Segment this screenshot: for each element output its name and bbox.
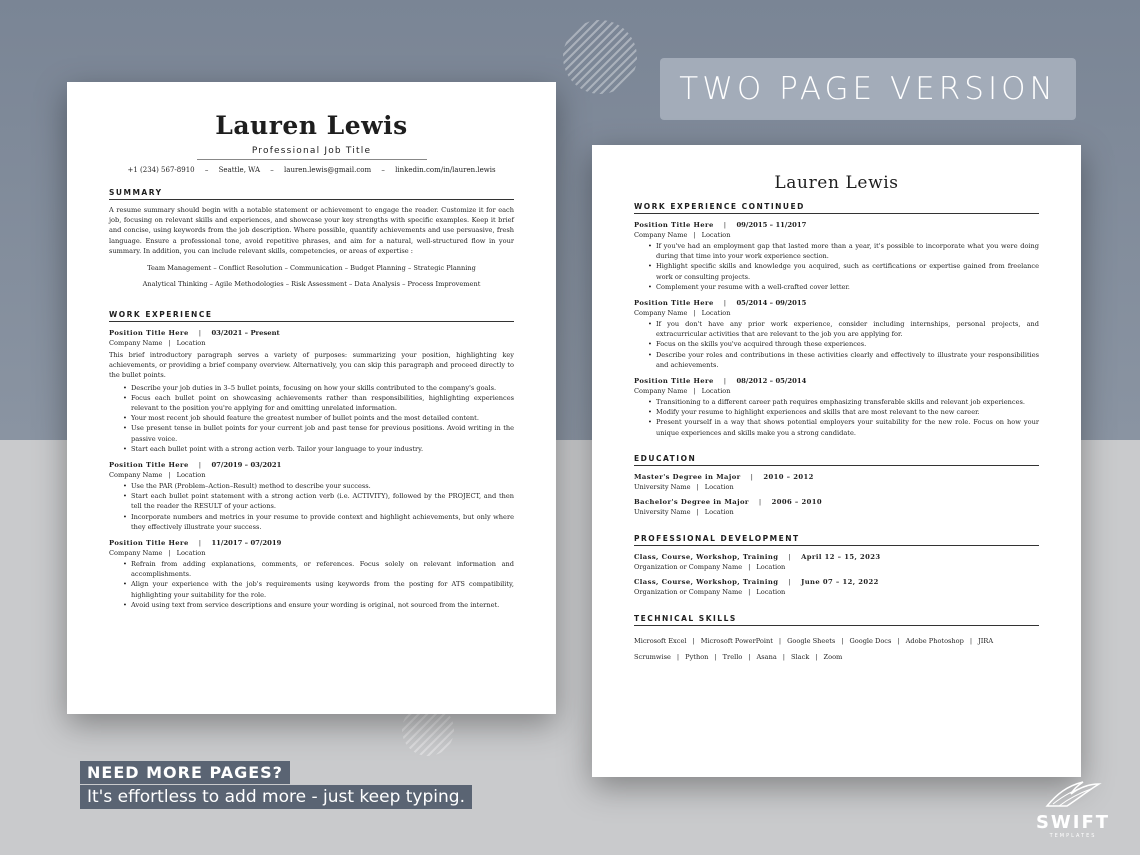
school-location: Location xyxy=(704,507,734,516)
tech-skill: Microsoft PowerPoint xyxy=(700,636,773,645)
company-location: Location xyxy=(176,549,206,558)
job-header xyxy=(109,461,514,469)
degree-line xyxy=(634,498,1039,506)
job-date: 09/2015 – 11/2017 xyxy=(736,221,807,229)
company-sep: | xyxy=(693,309,696,318)
bullet-item: • Your most recent job should feature the greatest number of bullet points and the most detailed content. xyxy=(123,413,514,423)
skills-row: Team Management – Conflict Resolution – Communication – Budget Planning – Strategic Planning xyxy=(147,264,476,273)
org-line xyxy=(634,563,1039,571)
company-line xyxy=(109,339,514,347)
job-position: Position Title Here xyxy=(109,461,189,470)
job-bullets xyxy=(648,397,1039,438)
job-entry xyxy=(634,377,1039,438)
company-line xyxy=(634,387,1039,395)
org-name: Organization or Company Name xyxy=(634,587,743,596)
degree: Master's Degree in Major xyxy=(634,472,741,481)
bullet-item: • Start each bullet point with a strong action verb. Tailor your language to your industry. xyxy=(123,444,514,454)
contact-sep: – xyxy=(204,166,209,174)
job-date: 11/2017 – 07/2019 xyxy=(211,539,282,548)
section-heading-work: WORK EXPERIENCE xyxy=(109,310,514,322)
job-position: Position Title Here xyxy=(634,221,714,229)
resume-page-1 xyxy=(67,82,556,714)
job-bullets xyxy=(123,383,514,454)
company-sep: | xyxy=(168,471,171,480)
job-bullets xyxy=(648,241,1039,292)
bullet-item: • Transitioning to a different career path requires emphasizing transferable skills and relevant job experiences. xyxy=(648,397,1039,407)
degree-date: 2006 – 2010 xyxy=(771,497,822,506)
skills-list xyxy=(109,260,514,292)
tech-skill: Asana xyxy=(756,652,777,661)
bullet-item: • Refrain from adding explanations, comments, or references. Focus solely on relevant information and accomplishments. xyxy=(123,559,514,579)
banner-two-page-version: TWO PAGE VERSION xyxy=(660,58,1076,120)
bullet-item: • Align your experience with the job's requirements using keywords from the posting for ATS compatibility, highlighting your suitability for the role. xyxy=(123,579,514,599)
pd-entry xyxy=(634,553,1039,571)
company-line xyxy=(109,549,514,557)
org-sep: | xyxy=(748,562,751,571)
logo-subtitle: TEMPLATES xyxy=(1049,833,1097,839)
job-position: Position Title Here xyxy=(109,539,189,548)
bullet-item: • Focus on the skills you've acquired through these experiences. xyxy=(648,339,1039,349)
promo-callout xyxy=(80,761,472,809)
resume-page-2 xyxy=(592,145,1081,777)
job-entry xyxy=(634,221,1039,292)
technical-skills xyxy=(634,633,1039,665)
job-sep: | xyxy=(198,329,202,338)
company-name: Company Name xyxy=(109,339,163,348)
job-entry xyxy=(109,329,514,454)
bullet-item: • Present yourself in a way that shows potential employers your suitability for the new role. Focus on how your unique experiences and skills make you a strong candidate. xyxy=(648,417,1039,437)
resume-name: Lauren Lewis xyxy=(215,111,408,140)
job-header xyxy=(634,299,1039,307)
job-entry xyxy=(634,299,1039,370)
job-date: 08/2012 – 05/2014 xyxy=(736,377,807,386)
job-date: 05/2014 – 09/2015 xyxy=(736,299,807,308)
section-heading-work-continued: WORK EXPERIENCE CONTINUED xyxy=(634,202,1039,214)
school-location: Location xyxy=(704,482,734,491)
course: Class, Course, Workshop, Training xyxy=(634,577,779,586)
degree-line xyxy=(634,473,1039,481)
job-header xyxy=(109,539,514,547)
bullet-item: • Incorporate numbers and metrics in your resume to provide context and highlight achievements, but only where they effectively illustrate your success. xyxy=(123,512,514,532)
course-date: June 07 – 12, 2022 xyxy=(801,577,879,586)
school-sep: | xyxy=(696,507,699,516)
company-line xyxy=(634,231,1039,239)
job-sep: | xyxy=(198,539,202,548)
company-sep: | xyxy=(168,549,171,558)
tech-skill: Slack xyxy=(791,652,810,661)
job-bullets xyxy=(123,559,514,610)
bullet-item: • Use the PAR (Problem–Action–Result) method to describe your success. xyxy=(123,481,514,491)
degree: Bachelor's Degree in Major xyxy=(634,497,749,506)
promo-heading: NEED MORE PAGES? xyxy=(80,761,290,784)
company-location: Location xyxy=(701,387,731,396)
org-name: Organization or Company Name xyxy=(634,562,743,571)
bullet-item: • Avoid using text from service descriptions and ensure your wording is original, not sourced from the internet. xyxy=(123,600,514,610)
job-date: 03/2021 – Present xyxy=(211,329,280,338)
course-date: April 12 – 15, 2023 xyxy=(801,552,881,561)
org-location: Location xyxy=(756,562,786,571)
bullet-item: • Describe your job duties in 3–5 bullet points, focusing on how your skills contributed to the company's goals. xyxy=(123,383,514,393)
job-intro: This brief introductory paragraph serves a variety of purposes: summarizing your position, highlighting key achievements, or providing a brief company overview. Alternatively, you can skip this paragraph and proceed directly to the bullet points. xyxy=(109,351,514,380)
school-line xyxy=(634,508,1039,516)
course-sep: | xyxy=(788,577,792,586)
degree-sep: | xyxy=(758,497,762,506)
bullet-item: • Start each bullet point statement with a strong action verb (i.e. ACTIVITY), followed by the PROJECT, and then tell the reader the RESULT of your actions. xyxy=(123,491,514,511)
course: Class, Course, Workshop, Training xyxy=(634,552,779,561)
education-entry xyxy=(634,473,1039,491)
promo-subtext: It's effortless to add more - just keep typing. xyxy=(80,785,472,809)
degree-date: 2010 – 2012 xyxy=(763,472,814,481)
company-sep: | xyxy=(168,339,171,348)
course-sep: | xyxy=(788,552,792,561)
school-sep: | xyxy=(696,482,699,491)
location: Seattle, WA xyxy=(218,166,261,174)
company-name: Company Name xyxy=(634,309,688,318)
job-header xyxy=(634,377,1039,385)
tech-skill: Microsoft Excel xyxy=(634,636,687,645)
email: lauren.lewis@gmail.com xyxy=(284,166,372,174)
job-entry xyxy=(109,539,514,610)
logo-wordmark: SWIFT xyxy=(1035,812,1111,833)
company-location: Location xyxy=(176,339,206,348)
section-heading-summary: SUMMARY xyxy=(109,188,514,200)
job-bullets xyxy=(648,319,1039,370)
tech-skill: Scrumwise xyxy=(634,652,671,661)
company-line xyxy=(109,471,514,479)
bullet-item: • Focus each bullet point on showcasing achievements rather than responsibilities, highlighting experiences relevant to the position you're applying for and omitting unrelated information. xyxy=(123,393,514,413)
summary-text: A resume summary should begin with a notable statement or achievement to engage the reader. Customize it for each job, focusing on relevant skills and experiences, and showcase your key strengths with specific examples. Keep it brief and concise, using keywords from the job description. Where possible, quantify achievements and use persuasive, fresh language. Ensure a professional tone, avoid repetitive phrases, and aim for a natural, well-structured flow in your summary. In addition, you can include relevant skills, competencies, or areas of expertise : xyxy=(109,206,514,255)
company-location: Location xyxy=(701,309,731,318)
job-header xyxy=(109,329,514,337)
contact-line xyxy=(109,166,514,174)
contact-sep: – xyxy=(381,166,385,174)
bullet-item: • If you've had an employment gap that lasted more than a year, it's possible to incorporate what you were doing during that time into your work experience section. xyxy=(648,241,1039,261)
tech-skill: JIRA xyxy=(978,636,994,645)
bullet-item: • Use present tense in bullet points for your current job and past tense for previous positions. Avoid writing in the passive voice. xyxy=(123,423,514,443)
decorative-circle xyxy=(563,20,637,94)
section-heading-technical-skills: TECHNICAL SKILLS xyxy=(634,614,1039,626)
tech-skill: Python xyxy=(685,652,709,661)
job-position: Position Title Here xyxy=(634,299,714,308)
section-heading-education: EDUCATION xyxy=(634,454,1039,466)
course-line xyxy=(634,578,1039,586)
pd-entry xyxy=(634,578,1039,596)
company-sep: | xyxy=(693,231,696,239)
job-bullets xyxy=(123,481,514,532)
school-line xyxy=(634,483,1039,491)
company-name: Company Name xyxy=(109,471,163,480)
job-date: 07/2019 – 03/2021 xyxy=(211,461,282,470)
skills-row: Analytical Thinking – Agile Methodologies – Risk Assessment – Data Analysis – Process Improvement xyxy=(142,280,481,289)
tech-skill: Adobe Photoshop xyxy=(905,636,964,645)
company-line xyxy=(634,309,1039,317)
phone: +1 (234) 567-8910 xyxy=(127,166,195,174)
degree-sep: | xyxy=(750,472,754,481)
org-sep: | xyxy=(748,587,751,596)
company-name: Company Name xyxy=(634,387,688,396)
job-entry xyxy=(109,461,514,532)
company-name: Company Name xyxy=(634,231,688,239)
bullet-item: • Modify your resume to highlight experiences and skills that are most relevant to the new career. xyxy=(648,407,1039,417)
linkedin: linkedin.com/in/lauren.lewis xyxy=(395,166,496,174)
job-sep: | xyxy=(723,221,727,229)
school-name: University Name xyxy=(634,482,691,491)
tech-skill: Zoom xyxy=(823,652,843,661)
tech-skill: Trello xyxy=(722,652,743,661)
tech-row: Microsoft Excel | Microsoft PowerPoint | Google Sheets | Google Docs | Adobe Photoshop | JIRA xyxy=(634,636,994,645)
tech-skill: Google Docs xyxy=(849,636,892,645)
bullet-item: • If you don't have any prior work experience, consider including internships, personal projects, and extracurricular activities that are relevant to the job you are applying for. xyxy=(648,319,1039,339)
course-line xyxy=(634,553,1039,561)
school-name: University Name xyxy=(634,507,691,516)
job-header xyxy=(634,221,1039,229)
job-title: Professional Job Title xyxy=(197,146,427,160)
job-sep: | xyxy=(723,299,727,308)
job-sep: | xyxy=(723,377,727,386)
job-position: Position Title Here xyxy=(109,329,189,338)
org-line xyxy=(634,588,1039,596)
job-position: Position Title Here xyxy=(634,377,714,386)
bullet-item: • Complement your resume with a well-crafted cover letter. xyxy=(648,282,1039,292)
tech-row: Scrumwise | Python | Trello | Asana | Slack | Zoom xyxy=(634,652,843,661)
education-entry xyxy=(634,498,1039,516)
company-location: Location xyxy=(701,231,731,239)
org-location: Location xyxy=(756,587,786,596)
section-heading-professional-development: PROFESSIONAL DEVELOPMENT xyxy=(634,534,1039,546)
resume-name: Lauren Lewis xyxy=(774,173,899,193)
brand-logo xyxy=(1033,776,1113,839)
company-location: Location xyxy=(176,471,206,480)
contact-sep: – xyxy=(270,166,274,174)
company-name: Company Name xyxy=(109,549,163,558)
bird-icon xyxy=(1043,776,1103,810)
job-sep: | xyxy=(198,461,202,470)
bullet-item: • Describe your roles and contributions in these activities clearly and effectively to illustrate your responsibilities and achievements. xyxy=(648,350,1039,370)
bullet-item: • Highlight specific skills and knowledge you acquired, such as certifications or expertise gained from freelance work or consulting projects. xyxy=(648,261,1039,281)
company-sep: | xyxy=(693,387,696,396)
tech-skill: Google Sheets xyxy=(787,636,836,645)
